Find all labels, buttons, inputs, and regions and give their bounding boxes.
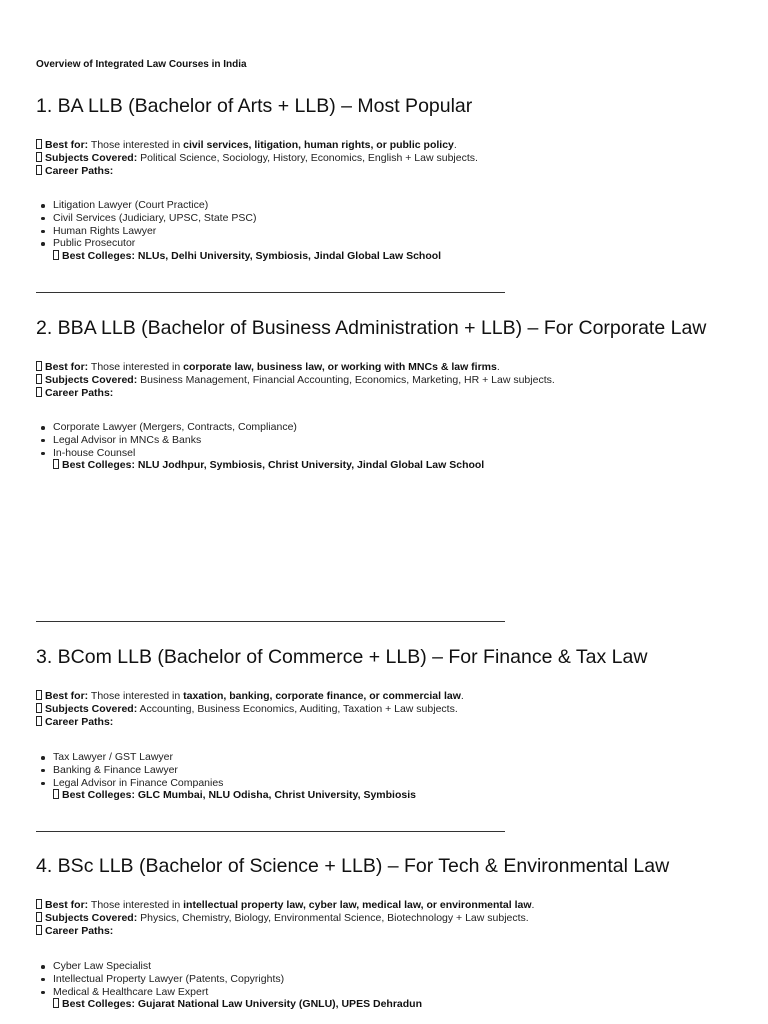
best-colleges-line <box>53 998 422 1011</box>
career-list <box>36 199 256 250</box>
best-colleges-text: GLC Mumbai, NLU Odisha, Christ University, Symbiosis <box>137 789 416 801</box>
best-colleges-line <box>53 250 441 263</box>
best-colleges-label: Best Colleges: <box>62 998 135 1010</box>
career-paths-line <box>36 925 534 938</box>
list-item: Legal Advisor in MNCs & Banks <box>36 434 297 447</box>
best-colleges-text: NLUs, Delhi University, Symbiosis, Jindal Global Law School <box>137 250 442 262</box>
subjects-line <box>36 152 478 165</box>
course-section-bcom-llb <box>36 645 756 801</box>
subjects-text: Accounting, Business Economics, Auditing, Taxation + Law subjects. <box>139 702 458 715</box>
glyph-box-icon <box>53 789 59 799</box>
course-section-bsc-llb <box>36 854 756 1010</box>
glyph-box-icon <box>36 139 42 149</box>
career-paths-label: Career Paths: <box>45 715 114 728</box>
section-heading: 2. BBA LLB (Bachelor of Business Administration + LLB) – For Corporate Law <box>36 317 707 339</box>
subjects-text: Political Science, Sociology, History, Economics, English + Law subjects. <box>140 151 478 164</box>
glyph-box-icon <box>36 152 42 162</box>
career-paths-label: Career Paths: <box>45 924 114 937</box>
career-paths-label: Career Paths: <box>45 386 114 399</box>
best-for-suffix: . <box>531 899 535 911</box>
section-heading: 3. BCom LLB (Bachelor of Commerce + LLB) – For Finance & Tax Law <box>36 646 648 668</box>
subjects-text: Business Management, Financial Accounting, Economics, Marketing, HR + Law subjects. <box>140 373 555 386</box>
best-for-label: Best for: <box>45 899 89 911</box>
best-for-line <box>36 690 464 703</box>
subjects-text: Physics, Chemistry, Biology, Environmental Science, Biotechnology + Law subjects. <box>140 911 529 924</box>
list-item: In-house Counsel <box>36 447 297 460</box>
best-for-line <box>36 361 555 374</box>
best-for-text: Those interested in <box>90 139 181 151</box>
list-item: Public Prosecutor <box>36 237 256 250</box>
best-colleges-label: Best Colleges: <box>62 789 135 801</box>
course-section-bba-llb <box>36 316 756 471</box>
best-colleges-line <box>53 789 416 802</box>
career-paths-line <box>36 716 464 729</box>
best-for-highlight: corporate law, business law, or working with MNCs & law firms <box>183 361 497 373</box>
best-for-highlight: civil services, litigation, human rights, or public policy <box>183 139 454 151</box>
best-for-label: Best for: <box>45 139 89 151</box>
list-item: Human Rights Lawyer <box>36 225 256 238</box>
subjects-label: Subjects Covered: <box>45 911 138 924</box>
best-colleges-text: Gujarat National Law University (GNLU), UPES Dehradun <box>137 998 422 1010</box>
glyph-box-icon <box>36 899 42 909</box>
list-item: Banking & Finance Lawyer <box>36 764 223 777</box>
best-for-suffix: . <box>496 361 500 373</box>
career-paths-label: Career Paths: <box>45 164 114 177</box>
glyph-box-icon <box>36 716 42 726</box>
glyph-box-icon <box>36 925 42 935</box>
glyph-box-icon <box>36 912 42 922</box>
career-list <box>36 421 297 459</box>
subjects-line <box>36 374 555 387</box>
career-paths-line <box>36 165 478 178</box>
section-heading: 1. BA LLB (Bachelor of Arts + LLB) – Most Popular <box>36 95 473 117</box>
section-info <box>36 139 478 177</box>
list-item: Legal Advisor in Finance Companies <box>36 777 223 790</box>
list-item: Intellectual Property Lawyer (Patents, Copyrights) <box>36 973 284 986</box>
subjects-line <box>36 912 534 925</box>
list-item: Litigation Lawyer (Court Practice) <box>36 199 256 212</box>
subjects-label: Subjects Covered: <box>45 373 138 386</box>
glyph-box-icon <box>36 361 42 371</box>
section-divider <box>36 831 505 832</box>
list-item: Civil Services (Judiciary, UPSC, State PSC) <box>36 212 256 225</box>
best-for-suffix: . <box>460 690 464 702</box>
glyph-box-icon <box>36 374 42 384</box>
section-info <box>36 361 555 399</box>
subjects-label: Subjects Covered: <box>45 151 138 164</box>
career-list <box>36 751 223 789</box>
glyph-box-icon <box>36 165 42 175</box>
best-for-text: Those interested in <box>90 899 181 911</box>
glyph-box-icon <box>36 690 42 700</box>
course-section-ba-llb <box>36 94 756 262</box>
section-info <box>36 690 464 728</box>
list-item: Medical & Healthcare Law Expert <box>36 986 284 999</box>
best-for-text: Those interested in <box>90 361 181 373</box>
career-list <box>36 960 284 998</box>
best-for-suffix: . <box>453 139 457 151</box>
list-item: Tax Lawyer / GST Lawyer <box>36 751 223 764</box>
best-colleges-label: Best Colleges: <box>62 459 135 471</box>
best-colleges-label: Best Colleges: <box>62 250 135 262</box>
best-for-label: Best for: <box>45 690 89 702</box>
best-colleges-text: NLU Jodhpur, Symbiosis, Christ University, Jindal Global Law School <box>137 459 485 471</box>
glyph-box-icon <box>53 250 59 260</box>
document-title: Overview of Integrated Law Courses in India <box>36 59 247 70</box>
section-divider <box>36 292 505 293</box>
glyph-box-icon <box>36 387 42 397</box>
best-for-line <box>36 139 478 152</box>
subjects-label: Subjects Covered: <box>45 702 138 715</box>
best-for-text: Those interested in <box>90 690 181 702</box>
list-item: Corporate Lawyer (Mergers, Contracts, Compliance) <box>36 421 297 434</box>
glyph-box-icon <box>53 459 59 469</box>
best-for-label: Best for: <box>45 361 89 373</box>
best-colleges-line <box>53 459 484 472</box>
best-for-highlight: intellectual property law, cyber law, medical law, or environmental law <box>183 899 532 911</box>
section-info <box>36 899 534 937</box>
list-item: Cyber Law Specialist <box>36 960 284 973</box>
subjects-line <box>36 703 464 716</box>
section-heading: 4. BSc LLB (Bachelor of Science + LLB) – For Tech & Environmental Law <box>36 855 670 877</box>
best-for-highlight: taxation, banking, corporate finance, or commercial law <box>183 690 461 702</box>
section-divider <box>36 621 505 622</box>
career-paths-line <box>36 387 555 400</box>
best-for-line <box>36 899 534 912</box>
glyph-box-icon <box>36 703 42 713</box>
glyph-box-icon <box>53 998 59 1008</box>
